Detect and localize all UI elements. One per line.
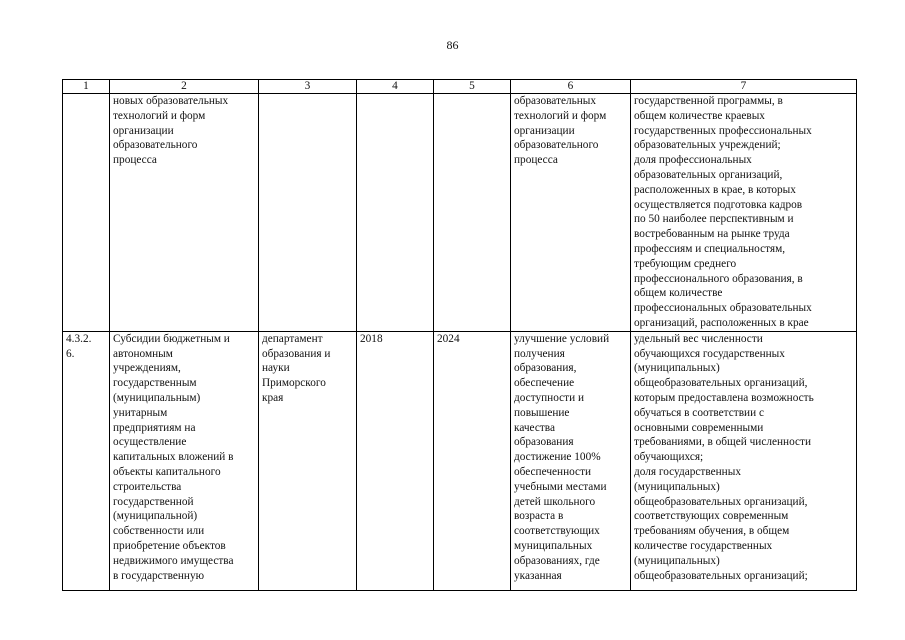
column-header-7: 7 [631, 80, 857, 94]
indicators-cell [631, 331, 857, 590]
column-header-1: 1 [63, 80, 110, 94]
end-year-cell [434, 94, 511, 332]
executor-cell [259, 94, 357, 332]
column-header-2: 2 [110, 80, 259, 94]
indicators: государственной программы, в общем количестве краевых государственных профессиональных образовательных учреждений; доля профессиональных образовательных организаций, расположенных в крае, в которых осуществляется подготовка кадров по 50 наиболее перспективным и востребованным на рынке труда профессиям и специальностям, требующим среднего профессионального образования, в общем количестве профессиональных образовательных организаций, расположенных в крае [634, 95, 812, 329]
column-header-4: 4 [357, 80, 434, 94]
table-row [63, 94, 857, 332]
measure-name: Субсидии бюджетным и автономным учреждениям, государственным (муниципальным) унитарным предприятиям на осуществление капитальных вложений в объекты капитального строительства государственной (муниципальной) собственности или приобретение объектов недвижимого имущества в государственную [113, 332, 234, 582]
measure-name-cell [110, 331, 259, 590]
expected-result-cell [511, 331, 631, 590]
item-number-cell [63, 94, 110, 332]
expected-result: улучшение условий получения образования, обеспечение доступности и повышение качества образования достижение 100% обеспеченности учебными местами детей школьного возраста в соответствующих муниципальных образованиях, где указанная [514, 332, 610, 582]
end-year-cell [434, 331, 511, 590]
expected-result: образовательных технологий и форм организации образовательного процесса [514, 95, 607, 167]
table-row [63, 331, 857, 590]
start-year-cell [357, 331, 434, 590]
indicators-cell [631, 94, 857, 332]
column-header-5: 5 [434, 80, 511, 94]
page-number: 86 [446, 38, 459, 52]
indicators: удельный вес численности обучающихся государственных (муниципальных) общеобразовательных организаций, которым предоставлена возможность обучаться в соответствии с основными современными требованиями, в общей численности обучающихся; доля государственных (муниципальных) общеобразовательных организаций, соответствующих современным требованиям обучения, в общем количестве государственных (муниципальных) общеобразовательных организаций; [634, 332, 814, 582]
measure-name: новых образовательных технологий и форм организации образовательного процесса [113, 95, 229, 167]
end-year: 2024 [437, 332, 460, 345]
header-row [63, 80, 857, 94]
item-number: 4.3.2. 6. [66, 332, 92, 360]
item-number-cell [63, 331, 110, 590]
start-year: 2018 [360, 332, 383, 345]
start-year-cell [357, 94, 434, 332]
measure-name-cell [110, 94, 259, 332]
executor: департамент образования и науки Приморского края [262, 332, 331, 404]
executor-cell [259, 331, 357, 590]
column-header-3: 3 [259, 80, 357, 94]
program-measures-table [62, 79, 857, 591]
expected-result-cell [511, 94, 631, 332]
column-header-6: 6 [511, 80, 631, 94]
